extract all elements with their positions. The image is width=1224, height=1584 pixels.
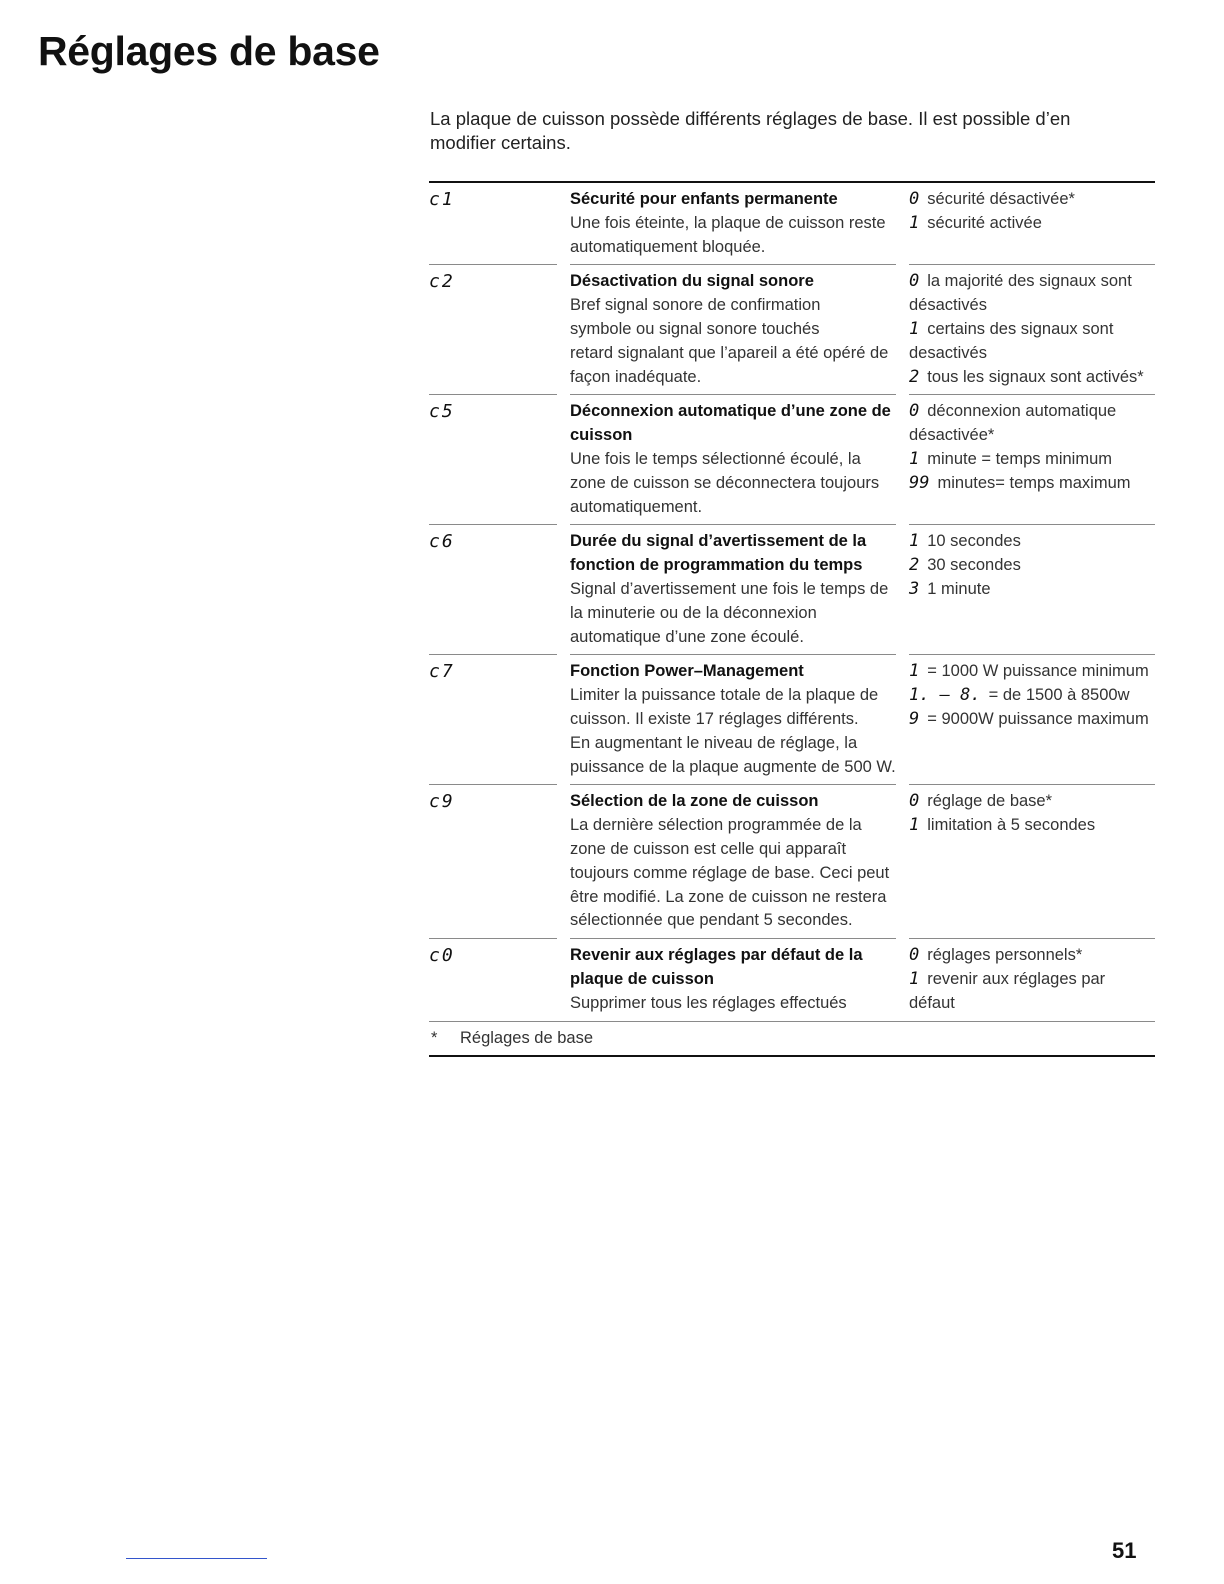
setting-option	[909, 684, 1155, 708]
setting-code: c0	[429, 945, 455, 967]
setting-option	[909, 188, 1155, 212]
setting-title: Revenir aux réglages par défaut de la plaque de cuisson	[570, 946, 863, 988]
settings-row	[429, 183, 1155, 264]
option-text: sécurité activée	[927, 213, 1042, 232]
setting-code-cell	[429, 524, 557, 654]
settings-row	[429, 264, 1155, 394]
option-text: revenir aux réglages par défaut	[909, 969, 1106, 1012]
settings-row	[429, 654, 1155, 784]
setting-option	[909, 968, 1155, 1016]
settings-rows	[429, 183, 1155, 1021]
option-text: réglage de base*	[927, 792, 1053, 811]
setting-option	[909, 944, 1155, 968]
setting-option	[909, 660, 1155, 684]
option-key: 2	[909, 366, 920, 387]
page-number: 51	[1112, 1538, 1137, 1563]
setting-description-line: Supprimer tous les réglages effectués	[570, 993, 847, 1012]
option-text: = 9000W puissance maximum	[927, 709, 1149, 728]
option-text: minutes= temps maximum	[937, 473, 1131, 492]
option-text: réglages personnels*	[927, 946, 1083, 965]
setting-description	[570, 394, 896, 524]
setting-code: c7	[429, 661, 455, 683]
setting-option	[909, 366, 1155, 390]
option-key: 2	[909, 555, 920, 576]
setting-options	[909, 938, 1155, 1020]
setting-option	[909, 448, 1155, 472]
footnote-text: Réglages de base	[460, 1028, 594, 1047]
option-key: 0	[909, 791, 920, 812]
option-key: 0	[909, 271, 920, 292]
setting-option	[909, 578, 1155, 602]
footnote-mark: *	[431, 1028, 438, 1047]
option-text: 30 secondes	[927, 556, 1021, 575]
setting-code-cell	[429, 784, 557, 938]
setting-code-cell	[429, 394, 557, 524]
setting-code: c2	[429, 271, 455, 293]
setting-title: Sécurité pour enfants permanente	[570, 190, 838, 208]
option-key: 1. – 8.	[909, 685, 981, 706]
setting-option	[909, 790, 1155, 814]
option-key: 3	[909, 578, 920, 599]
setting-description	[570, 183, 896, 264]
option-text: 1 minute	[927, 579, 991, 598]
option-text: tous les signaux sont activés*	[927, 367, 1144, 386]
option-key: 9	[909, 708, 920, 729]
setting-code: c9	[429, 791, 455, 813]
settings-row	[429, 524, 1155, 654]
option-key: 1	[909, 448, 920, 469]
setting-description	[570, 654, 896, 784]
option-text: = de 1500 à 8500w	[988, 686, 1130, 705]
setting-code: c6	[429, 531, 455, 553]
setting-description-line: Une fois éteinte, la plaque de cuisson reste automatiquement bloquée.	[570, 213, 886, 256]
option-key: 1	[909, 531, 920, 552]
option-text: sécurité désactivée*	[927, 190, 1075, 208]
setting-code-cell	[429, 183, 557, 264]
option-key: 1	[909, 815, 920, 836]
option-key: 0	[909, 189, 920, 209]
setting-description-line: Une fois le temps sélectionné écoulé, la zone de cuisson se déconnectera toujours automatiquement.	[570, 449, 880, 516]
setting-description-line: retard signalant que l’apareil a été opéré de façon inadéquate.	[570, 343, 889, 386]
option-text: 10 secondes	[927, 532, 1021, 551]
setting-option	[909, 270, 1155, 318]
setting-description	[570, 264, 896, 394]
option-text: minute = temps minimum	[927, 449, 1113, 468]
setting-title: Fonction Power–Management	[570, 662, 804, 681]
setting-description	[570, 784, 896, 938]
setting-description-line: Signal d’avertissement une fois le temps de la minuterie ou de la déconnexion automatique d’une zone écoulé.	[570, 579, 889, 646]
page-title: Réglages de base	[38, 28, 380, 74]
option-key: 1	[909, 968, 920, 989]
settings-table	[429, 181, 1155, 1057]
setting-title: Durée du signal d’avertissement de la fonction de programmation du temps	[570, 532, 867, 575]
setting-description-line: La dernière sélection programmée de la zone de cuisson est celle qui apparaît toujours comme réglage de base. Ceci peut être modifié. La zone de cuisson ne restera sélectionnée que pendant 5 secondes.	[570, 816, 890, 930]
setting-option	[909, 212, 1155, 236]
setting-option	[909, 708, 1155, 732]
setting-title: Sélection de la zone de cuisson	[570, 792, 819, 811]
option-text: limitation à 5 secondes	[927, 816, 1096, 835]
setting-description-line: symbole ou signal sonore touchés	[570, 319, 820, 338]
setting-options	[909, 264, 1155, 394]
setting-code-cell	[429, 654, 557, 784]
setting-code-cell	[429, 264, 557, 394]
setting-code: c1	[429, 189, 455, 210]
settings-row	[429, 784, 1155, 938]
setting-options	[909, 654, 1155, 784]
setting-description	[570, 524, 896, 654]
option-key: 99	[909, 472, 930, 493]
option-key: 1	[909, 661, 920, 682]
setting-description	[570, 938, 896, 1020]
intro-text: La plaque de cuisson possède différents réglages de base. Il est possible d’en modifier certains.	[430, 108, 1071, 153]
option-text: déconnexion automatique désactivée*	[909, 402, 1117, 445]
setting-option	[909, 814, 1155, 838]
setting-options	[909, 524, 1155, 654]
option-key: 1	[909, 212, 920, 233]
setting-title: Désactivation du signal sonore	[570, 272, 814, 291]
setting-option	[909, 318, 1155, 366]
setting-option	[909, 530, 1155, 554]
setting-options	[909, 784, 1155, 938]
setting-description-line: Bref signal sonore de confirmation	[570, 296, 821, 315]
bottom-rule	[126, 1558, 267, 1559]
setting-description-line: En augmentant le niveau de réglage, la puissance de la plaque augmente de 500 W.	[570, 733, 896, 776]
option-key: 0	[909, 401, 920, 422]
setting-code: c5	[429, 401, 455, 423]
setting-options	[909, 394, 1155, 524]
setting-code-cell	[429, 938, 557, 1020]
option-text: = 1000 W puissance minimum	[927, 662, 1149, 681]
option-key: 1	[909, 318, 920, 339]
settings-row	[429, 394, 1155, 524]
option-text: la majorité des signaux sont désactivés	[909, 272, 1132, 315]
option-text: certains des signaux sont desactivés	[909, 319, 1114, 362]
settings-row	[429, 938, 1155, 1020]
setting-options	[909, 183, 1155, 264]
table-footnote	[429, 1021, 1155, 1057]
setting-title: Déconnexion automatique d’une zone de cuisson	[570, 402, 891, 445]
setting-option	[909, 472, 1155, 496]
setting-option	[909, 400, 1155, 448]
setting-description-line: Limiter la puissance totale de la plaque de cuisson. Il existe 17 réglages différents.	[570, 686, 879, 728]
setting-option	[909, 554, 1155, 578]
option-key: 0	[909, 945, 920, 966]
